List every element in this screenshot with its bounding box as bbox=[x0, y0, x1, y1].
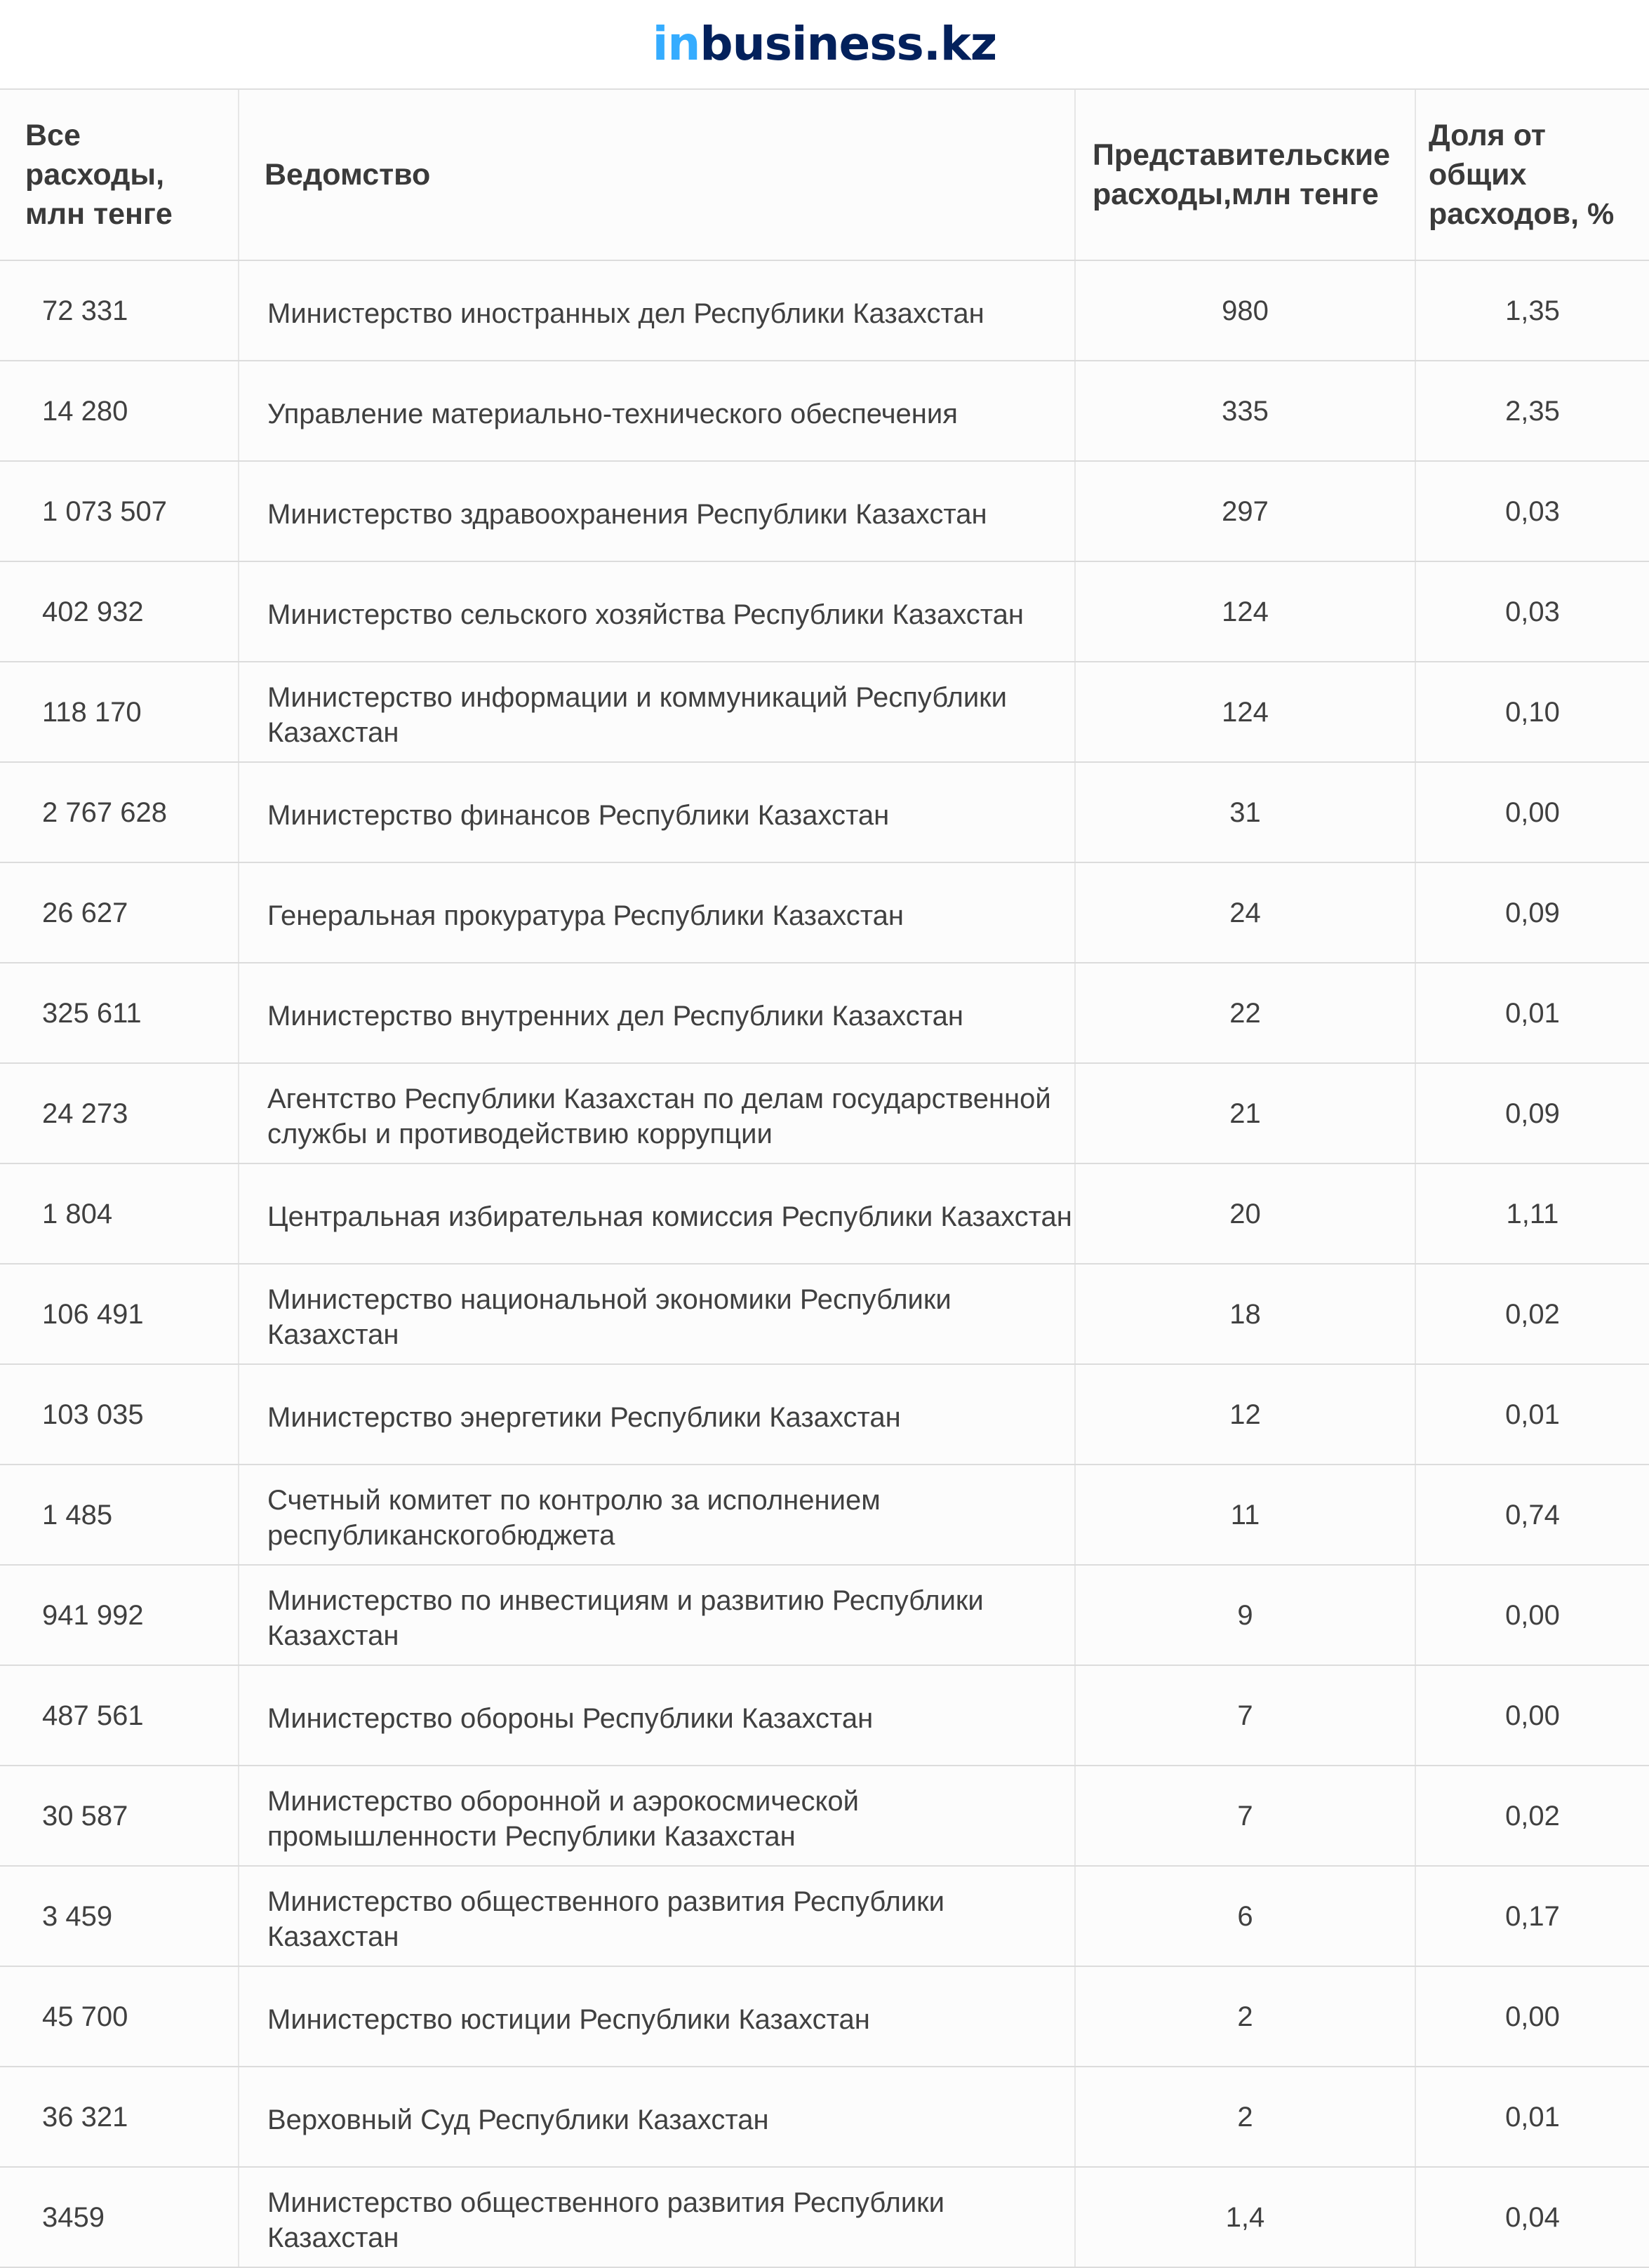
share-cell: 1,11 bbox=[1415, 1163, 1649, 1264]
department-cell: Министерство оборонной и аэрокосмической промышленности Республики Казахстан bbox=[239, 1766, 1075, 1866]
department-cell: Центральная избирательная комиссия Республики Казахстан bbox=[239, 1163, 1075, 1264]
department-cell: Министерство иностранных дел Республики Казахстан bbox=[239, 260, 1075, 361]
share-cell: 0,00 bbox=[1415, 1665, 1649, 1766]
total-expenses-cell: 103 035 bbox=[0, 1364, 239, 1465]
share-cell: 0,10 bbox=[1415, 662, 1649, 762]
header-share: Доля от общих расходов, % bbox=[1415, 90, 1649, 260]
representative-expenses-cell: 1,4 bbox=[1075, 2167, 1415, 2267]
representative-expenses-cell: 7 bbox=[1075, 1766, 1415, 1866]
table-row bbox=[0, 561, 1649, 662]
representative-expenses-cell: 335 bbox=[1075, 361, 1415, 461]
table-row bbox=[0, 260, 1649, 361]
department-cell: Министерство юстиции Республики Казахстан bbox=[239, 1966, 1075, 2067]
table-row bbox=[0, 963, 1649, 1063]
total-expenses-cell: 325 611 bbox=[0, 963, 239, 1063]
representative-expenses-cell: 7 bbox=[1075, 1665, 1415, 1766]
table-row bbox=[0, 1063, 1649, 1163]
header-bar bbox=[0, 0, 1649, 90]
department-cell: Министерство финансов Республики Казахстан bbox=[239, 762, 1075, 862]
share-cell: 0,00 bbox=[1415, 762, 1649, 862]
representative-expenses-cell: 980 bbox=[1075, 260, 1415, 361]
total-expenses-cell: 1 073 507 bbox=[0, 461, 239, 561]
table-row bbox=[0, 2167, 1649, 2267]
table-row bbox=[0, 361, 1649, 461]
representative-expenses-cell: 21 bbox=[1075, 1063, 1415, 1163]
share-cell: 0,74 bbox=[1415, 1465, 1649, 1565]
total-expenses-cell: 14 280 bbox=[0, 361, 239, 461]
table-row bbox=[0, 461, 1649, 561]
share-cell: 0,17 bbox=[1415, 1866, 1649, 1966]
department-cell: Министерство информации и коммуникаций Республики Казахстан bbox=[239, 662, 1075, 762]
department-cell: Министерство по инвестициям и развитию Республики Казахстан bbox=[239, 1565, 1075, 1665]
share-cell: 0,03 bbox=[1415, 461, 1649, 561]
department-cell: Министерство внутренних дел Республики Казахстан bbox=[239, 963, 1075, 1063]
total-expenses-cell: 3459 bbox=[0, 2167, 239, 2267]
total-expenses-cell: 30 587 bbox=[0, 1766, 239, 1866]
department-cell: Счетный комитет по контролю за исполнением республиканскогобюджета bbox=[239, 1465, 1075, 1565]
department-cell: Министерство энергетики Республики Казахстан bbox=[239, 1364, 1075, 1465]
representative-expenses-cell: 6 bbox=[1075, 1866, 1415, 1966]
table-row bbox=[0, 1665, 1649, 1766]
share-cell: 1,35 bbox=[1415, 260, 1649, 361]
share-cell: 0,01 bbox=[1415, 2067, 1649, 2167]
table-row bbox=[0, 762, 1649, 862]
representative-expenses-cell: 2 bbox=[1075, 2067, 1415, 2167]
table-row bbox=[0, 1766, 1649, 1866]
header-total-expenses: Все расходы, млн тенге bbox=[0, 90, 239, 260]
representative-expenses-cell: 24 bbox=[1075, 862, 1415, 963]
total-expenses-cell: 1 804 bbox=[0, 1163, 239, 1264]
total-expenses-cell: 2 767 628 bbox=[0, 762, 239, 862]
representative-expenses-cell: 18 bbox=[1075, 1264, 1415, 1364]
share-cell: 0,09 bbox=[1415, 1063, 1649, 1163]
representative-expenses-cell: 124 bbox=[1075, 662, 1415, 762]
department-cell: Министерство общественного развития Республики Казахстан bbox=[239, 2167, 1075, 2267]
representative-expenses-cell: 124 bbox=[1075, 561, 1415, 662]
representative-expenses-cell: 9 bbox=[1075, 1565, 1415, 1665]
representative-expenses-cell: 11 bbox=[1075, 1465, 1415, 1565]
total-expenses-cell: 24 273 bbox=[0, 1063, 239, 1163]
table-row bbox=[0, 1565, 1649, 1665]
table-row bbox=[0, 1966, 1649, 2067]
table-row bbox=[0, 2067, 1649, 2167]
table-row bbox=[0, 862, 1649, 963]
department-cell: Министерство общественного развития Республики Казахстан bbox=[239, 1866, 1075, 1966]
representative-expenses-cell: 22 bbox=[1075, 963, 1415, 1063]
table-row bbox=[0, 1364, 1649, 1465]
department-cell: Верховный Суд Республики Казахстан bbox=[239, 2067, 1075, 2167]
total-expenses-cell: 487 561 bbox=[0, 1665, 239, 1766]
table-row bbox=[0, 1866, 1649, 1966]
site-logo[interactable]: inbusiness.kz bbox=[652, 17, 997, 71]
total-expenses-cell: 45 700 bbox=[0, 1966, 239, 2067]
expenses-table bbox=[0, 90, 1649, 2268]
total-expenses-cell: 3 459 bbox=[0, 1866, 239, 1966]
table-row bbox=[0, 1163, 1649, 1264]
total-expenses-cell: 26 627 bbox=[0, 862, 239, 963]
table-header-row bbox=[0, 90, 1649, 260]
total-expenses-cell: 36 321 bbox=[0, 2067, 239, 2167]
total-expenses-cell: 1 485 bbox=[0, 1465, 239, 1565]
representative-expenses-cell: 297 bbox=[1075, 461, 1415, 561]
share-cell: 0,01 bbox=[1415, 1364, 1649, 1465]
share-cell: 0,02 bbox=[1415, 1264, 1649, 1364]
department-cell: Управление материально-технического обеспечения bbox=[239, 361, 1075, 461]
representative-expenses-cell: 31 bbox=[1075, 762, 1415, 862]
table-row bbox=[0, 1465, 1649, 1565]
department-cell: Министерство национальной экономики Республики Казахстан bbox=[239, 1264, 1075, 1364]
department-cell: Агентство Республики Казахстан по делам государственной службы и противодействию коррупции bbox=[239, 1063, 1075, 1163]
share-cell: 0,01 bbox=[1415, 963, 1649, 1063]
representative-expenses-cell: 12 bbox=[1075, 1364, 1415, 1465]
total-expenses-cell: 402 932 bbox=[0, 561, 239, 662]
share-cell: 0,00 bbox=[1415, 1966, 1649, 2067]
share-cell: 0,04 bbox=[1415, 2167, 1649, 2267]
table-row bbox=[0, 1264, 1649, 1364]
total-expenses-cell: 118 170 bbox=[0, 662, 239, 762]
total-expenses-cell: 106 491 bbox=[0, 1264, 239, 1364]
share-cell: 0,09 bbox=[1415, 862, 1649, 963]
department-cell: Министерство здравоохранения Республики Казахстан bbox=[239, 461, 1075, 561]
total-expenses-cell: 941 992 bbox=[0, 1565, 239, 1665]
header-representative-expenses: Представительские расходы,млн тенге bbox=[1075, 90, 1415, 260]
share-cell: 0,03 bbox=[1415, 561, 1649, 662]
department-cell: Генеральная прокуратура Республики Казахстан bbox=[239, 862, 1075, 963]
share-cell: 2,35 bbox=[1415, 361, 1649, 461]
header-department: Ведомство bbox=[239, 90, 1075, 260]
representative-expenses-cell: 20 bbox=[1075, 1163, 1415, 1264]
share-cell: 0,02 bbox=[1415, 1766, 1649, 1866]
department-cell: Министерство сельского хозяйства Республики Казахстан bbox=[239, 561, 1075, 662]
share-cell: 0,00 bbox=[1415, 1565, 1649, 1665]
department-cell: Министерство обороны Республики Казахстан bbox=[239, 1665, 1075, 1766]
total-expenses-cell: 72 331 bbox=[0, 260, 239, 361]
table-row bbox=[0, 662, 1649, 762]
representative-expenses-cell: 2 bbox=[1075, 1966, 1415, 2067]
